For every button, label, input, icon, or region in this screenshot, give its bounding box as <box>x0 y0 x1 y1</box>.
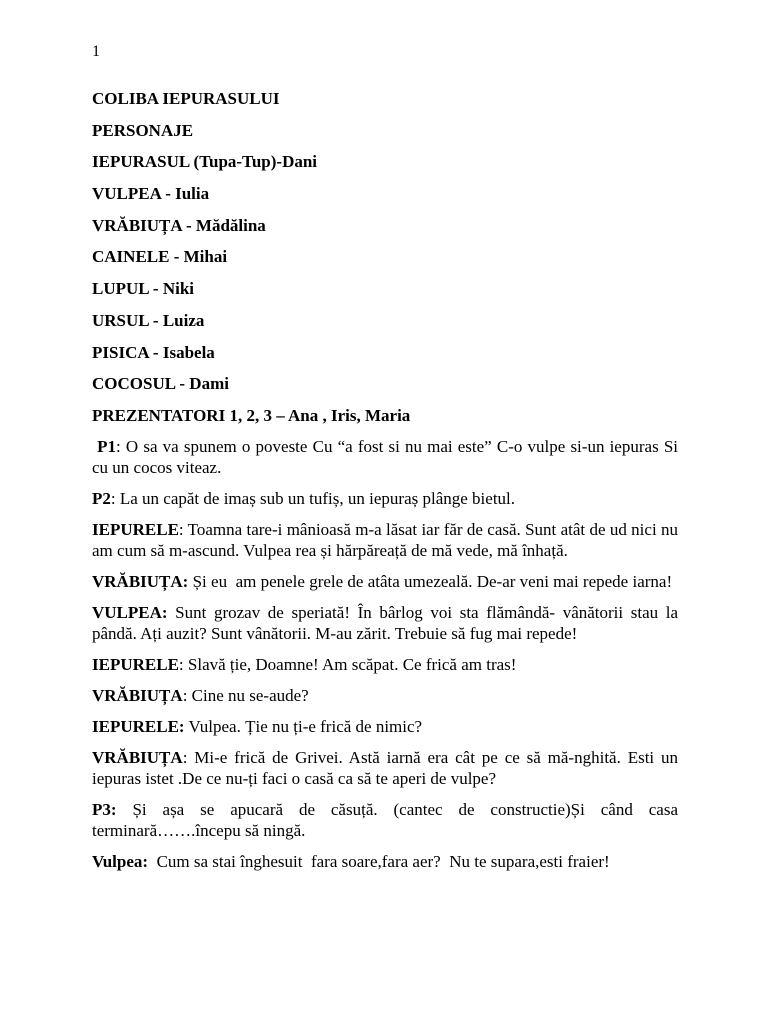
speaker-name: P1 <box>92 437 117 456</box>
dialogue-line-vrabiuta <box>92 685 678 706</box>
cast-entry: VRĂBIUȚA - Mădălina <box>92 215 266 235</box>
line-text: : La un capăt de imaș sub un tufiș, un iepuraș plânge bietul. <box>110 489 516 508</box>
line-text: : O sa va spunem o poveste Cu “a fost si nu mai este” C-o vulpe si-un iepuras Si cu un cocos viteaz. <box>92 437 679 477</box>
speaker-name: Vulpea: <box>92 852 149 871</box>
line-text: Și eu am penele grele de atâta umezeală. De-ar veni mai repede iarna! <box>188 572 673 591</box>
speaker-name: IEPURELE <box>92 520 179 539</box>
script-header <box>92 88 678 437</box>
dialogue-line-iepurele <box>92 716 678 737</box>
page-number: 1 <box>92 43 100 60</box>
dialogue-line-p3 <box>92 799 678 841</box>
play-title: COLIBA IEPURASULUI <box>92 89 280 108</box>
speaker-name: VRĂBIUȚA <box>92 748 183 767</box>
cast-entry: CAINELE - Mihai <box>92 247 228 267</box>
speaker-name: VULPEA: <box>92 603 168 622</box>
cast-entry: LUPUL - Niki <box>92 279 195 299</box>
speaker-name: VRĂBIUȚA <box>92 686 183 705</box>
dialogue-line-iepurele <box>92 519 678 561</box>
dialogue-line-vrabiuta <box>92 571 678 592</box>
line-text: Vulpea. Ție nu ți-e frică de nimic? <box>184 717 423 736</box>
presenters-line: PREZENTATORI 1, 2, 3 – Ana , Iris, Maria <box>92 405 411 425</box>
cast-entry: PISICA - Isabela <box>92 342 215 362</box>
dialogue-line-iepurele <box>92 654 678 675</box>
line-text: Cum sa stai înghesuit fara soare,fara aer? Nu te supara,esti fraier! <box>148 852 610 871</box>
cast-entry: VULPEA - Iulia <box>92 184 210 204</box>
cast-entry: IEPURASUL (Tupa-Tup)-Dani <box>92 152 318 172</box>
line-text: : Mi-e frică de Grivei. Astă iarnă era cât pe ce să mă-nghită. Esti un iepuras istet .De ce nu-ți faci o casă ca să te aperi de vulpe? <box>92 748 678 788</box>
line-text: Și așa se apucară de căsuță. (cantec de constructie)Și când casa terminară…….începu să ningă. <box>92 800 678 840</box>
dialogue-line-vrabiuta <box>92 747 678 789</box>
speaker-name: P3: <box>92 800 117 819</box>
line-text: : Cine nu se-aude? <box>182 686 309 705</box>
line-text: : Toamna tare-i mânioasă m-a lăsat iar făr de casă. Sunt atât de ud nici nu am cum să m-ascund. Vulpea rea și hărpăreață de mă vede, mă înhață. <box>92 520 678 560</box>
line-text: : Slavă ție, Doamne! Am scăpat. Ce frică am tras! <box>178 655 517 674</box>
speaker-name: P2 <box>92 489 111 508</box>
dialogue <box>92 436 678 882</box>
dialogue-line-vulpea <box>92 602 678 644</box>
cast-entry: COCOSUL - Dami <box>92 374 229 394</box>
line-text: Sunt grozav de speriată! În bârlog voi sta flămândă- vânătorii stau la pândă. Ați auzit? Sunt vânătorii. M-au zărit. Trebuie să fug mai repede! <box>92 603 678 643</box>
speaker-name: VRĂBIUȚA: <box>92 572 189 591</box>
dialogue-line-p1 <box>92 436 678 478</box>
speaker-name: IEPURELE <box>92 655 179 674</box>
cast-entry: URSUL - Luiza <box>92 310 205 330</box>
speaker-name: IEPURELE: <box>92 717 185 736</box>
cast-heading: PERSONAJE <box>92 120 194 140</box>
dialogue-line-p2 <box>92 488 678 509</box>
dialogue-line-vulpea <box>92 851 678 872</box>
